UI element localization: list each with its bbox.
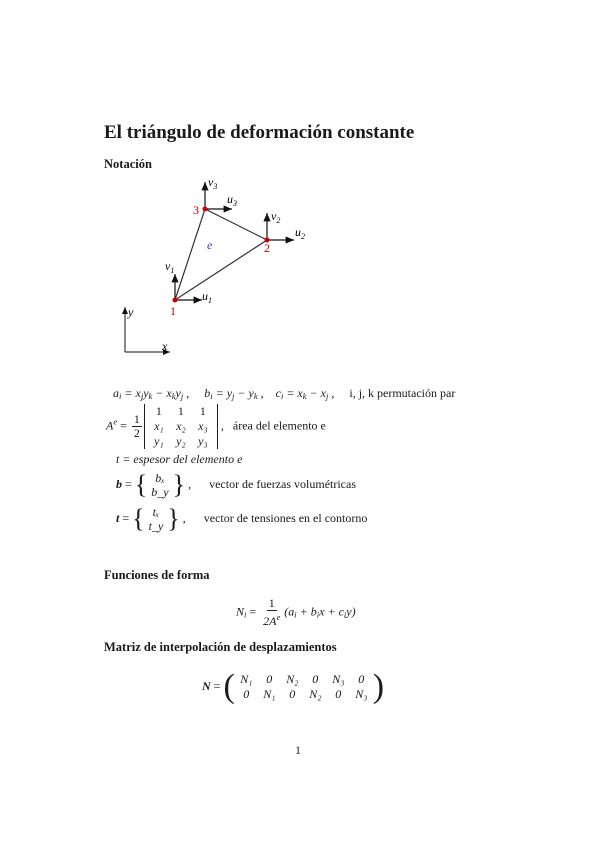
v3-label: $v_3$ (208, 175, 218, 191)
node-1-dot (173, 298, 178, 303)
traction-line: t = { tₓ t_y } , vector de tensiones en el contorno (116, 504, 368, 533)
thickness-line: t = espesor del elemento e (116, 452, 243, 466)
shape-functions-heading: Funciones de forma (104, 568, 210, 582)
v2-label: $v_2$ (271, 209, 281, 225)
area-equation: $A^e$ = $\frac{1}{2}$ 1 1 1 x₁ x₂ x₃ y₁ y₂ y₃ , área del elemento e (106, 404, 326, 448)
body-force-line: b = { bₓ b_y } , vector de fuerzas volumétricas (116, 470, 357, 499)
shape-function-equation: $N_i$ = $\frac{1}{2A^e}$ $(a_i + b_ix + c_iy)$ (236, 596, 356, 628)
u3-label: $u_3$ (227, 192, 237, 208)
notation-heading: Notación (104, 157, 152, 171)
area-determinant: 1 1 1 x₁ x₂ x₃ y₁ y₂ y₃ (144, 404, 218, 449)
u2-label: $u_2$ (295, 225, 305, 241)
axis-y-label: y (128, 305, 134, 319)
node-3-dot (203, 207, 208, 212)
node-3-label: 3 (193, 203, 199, 217)
triangle-figure (100, 170, 330, 360)
node-1-label: 1 (170, 304, 176, 318)
triangle-element (175, 209, 267, 300)
v1-label: $v_1$ (165, 259, 175, 275)
node-2-label: 2 (264, 241, 270, 255)
page-number: 1 (295, 743, 301, 757)
interp-matrix-equation: N = ( N₁ 0 N₂ 0 N₃ 0 0 N₁ 0 N₂ 0 N₃ ) (202, 668, 385, 705)
coefficients-line: $a_i = x_jy_k - x_ky_j$ , $b_i = y_j - y_k$ , $c_i = x_k - x_j$ , i, j, k permutación par (113, 386, 456, 401)
interp-matrix-heading: Matriz de interpolación de desplazamientos (104, 640, 337, 654)
axis-x-label: x (162, 339, 168, 353)
element-label: e (207, 238, 213, 252)
page-title: El triángulo de deformación constante (104, 122, 415, 143)
u1-label: $u_1$ (202, 289, 212, 305)
